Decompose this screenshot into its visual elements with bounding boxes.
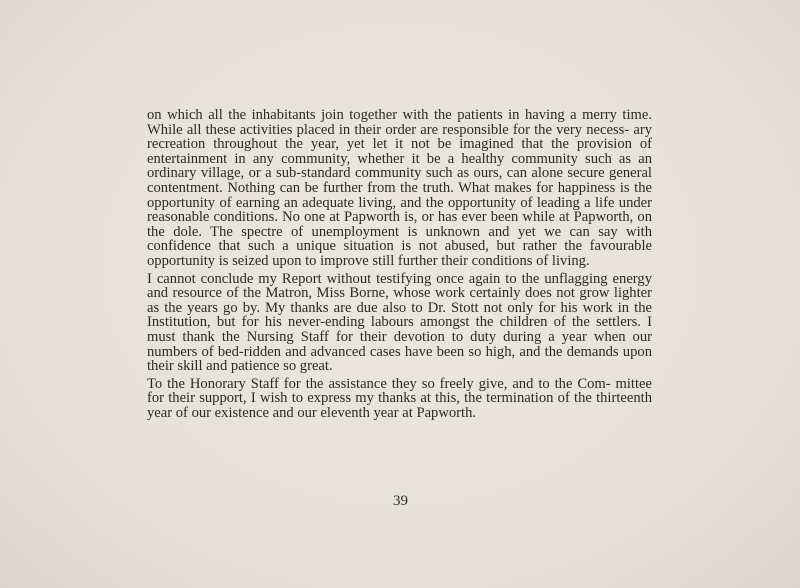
paragraph-acknowledgements: I cannot conclude my Report without testifying once again to the unflagging energy and resource of the Matron, Miss Borne, whose work certainly does not grow lighter as the years go by. My thanks are due also to Dr. Stott not only for his work in the Institution, but for his never-ending labours amongst the children of the settlers. I must thank the Nursing Staff for their devotion to duty during a year when our numbers of bed-ridden and advanced cases have been so high, and the demands upon their skill and patience so great. — [147, 270, 652, 375]
paragraph-closing-thanks: To the Honorary Staff for the assistance they so freely give, and to the Com- mittee for their support, I wish to express my thanks at this, the termination of the thirteenth year of our existence and our eleventh year at Papworth. — [147, 375, 652, 421]
paragraph-entertainment: on which all the inhabitants join together with the patients in having a merry time. While all these activities placed in their order are responsible for the very necess- ary recreation throughout the year, yet let it not be imagined that the provision of entertainment in any community, whether it be a healthy community such as an ordinary village, or a sub-standard community such as ours, can alone secure general contentment. Nothing can be further from the truth. What makes for happiness is the opportunity of earning an adequate living, and the opportunity of leading a life under reasonable conditions. No one at Papworth is, or has ever been while at Papworth, on the dole. The spectre of unemployment is unknown and yet we can say with confidence that such a unique situation is not abused, but rather the favourable opportunity is seized upon to improve still further their conditions of living. — [147, 107, 652, 269]
page-number: 39 — [393, 493, 408, 509]
report-body-text — [147, 108, 652, 423]
